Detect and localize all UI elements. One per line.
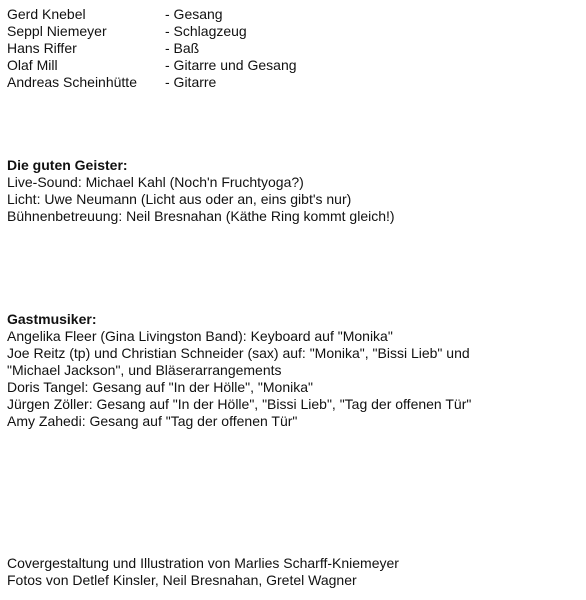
band-members-list bbox=[7, 6, 297, 91]
guest-musicians-title: Gastmusiker: bbox=[7, 311, 97, 327]
member-row bbox=[7, 74, 297, 91]
crew-line: Live-Sound: Michael Kahl (Noch'n Fruchtyoga?) bbox=[7, 174, 304, 190]
credit-line: Covergestaltung und Illustration von Marlies Scharff-Kniemeyer bbox=[7, 555, 399, 571]
guest-line: "Michael Jackson", und Bläserarrangements bbox=[7, 362, 282, 378]
crew-section-title: Die guten Geister: bbox=[7, 157, 128, 173]
member-row bbox=[7, 40, 297, 57]
crew-line: Licht: Uwe Neumann (Licht aus oder an, eins gibt's nur) bbox=[7, 191, 352, 207]
member-role: - Gitarre bbox=[165, 74, 217, 90]
credit-line: Fotos von Detlef Kinsler, Neil Bresnahan, Gretel Wagner bbox=[7, 572, 357, 588]
member-name: Hans Riffer bbox=[7, 40, 77, 56]
crew-section bbox=[7, 157, 395, 225]
member-row bbox=[7, 6, 297, 23]
crew-line: Bühnenbetreuung: Neil Bresnahan (Käthe Ring kommt gleich!) bbox=[7, 208, 395, 224]
member-role: - Schlagzeug bbox=[165, 23, 247, 39]
member-name: Gerd Knebel bbox=[7, 6, 86, 22]
guest-line: Jürgen Zöller: Gesang auf "In der Hölle", "Bissi Lieb", "Tag der offenen Tür" bbox=[7, 396, 472, 412]
member-role: - Gitarre und Gesang bbox=[165, 57, 297, 73]
member-name: Andreas Scheinhütte bbox=[7, 74, 137, 90]
credits-section bbox=[7, 555, 399, 589]
member-role: - Baß bbox=[165, 40, 200, 56]
guest-line: Joe Reitz (tp) und Christian Schneider (sax) auf: "Monika", "Bissi Lieb" und bbox=[7, 345, 470, 361]
member-name: Seppl Niemeyer bbox=[7, 23, 107, 39]
member-name: Olaf Mill bbox=[7, 57, 58, 73]
member-row bbox=[7, 57, 297, 74]
member-row bbox=[7, 23, 297, 40]
guest-musicians-section bbox=[7, 311, 471, 430]
guest-line: Angelika Fleer (Gina Livingston Band): Keyboard auf "Monika" bbox=[7, 328, 393, 344]
member-role: - Gesang bbox=[165, 6, 223, 22]
guest-line: Doris Tangel: Gesang auf "In der Hölle", "Monika" bbox=[7, 379, 313, 395]
guest-line: Amy Zahedi: Gesang auf "Tag der offenen Tür" bbox=[7, 413, 298, 429]
